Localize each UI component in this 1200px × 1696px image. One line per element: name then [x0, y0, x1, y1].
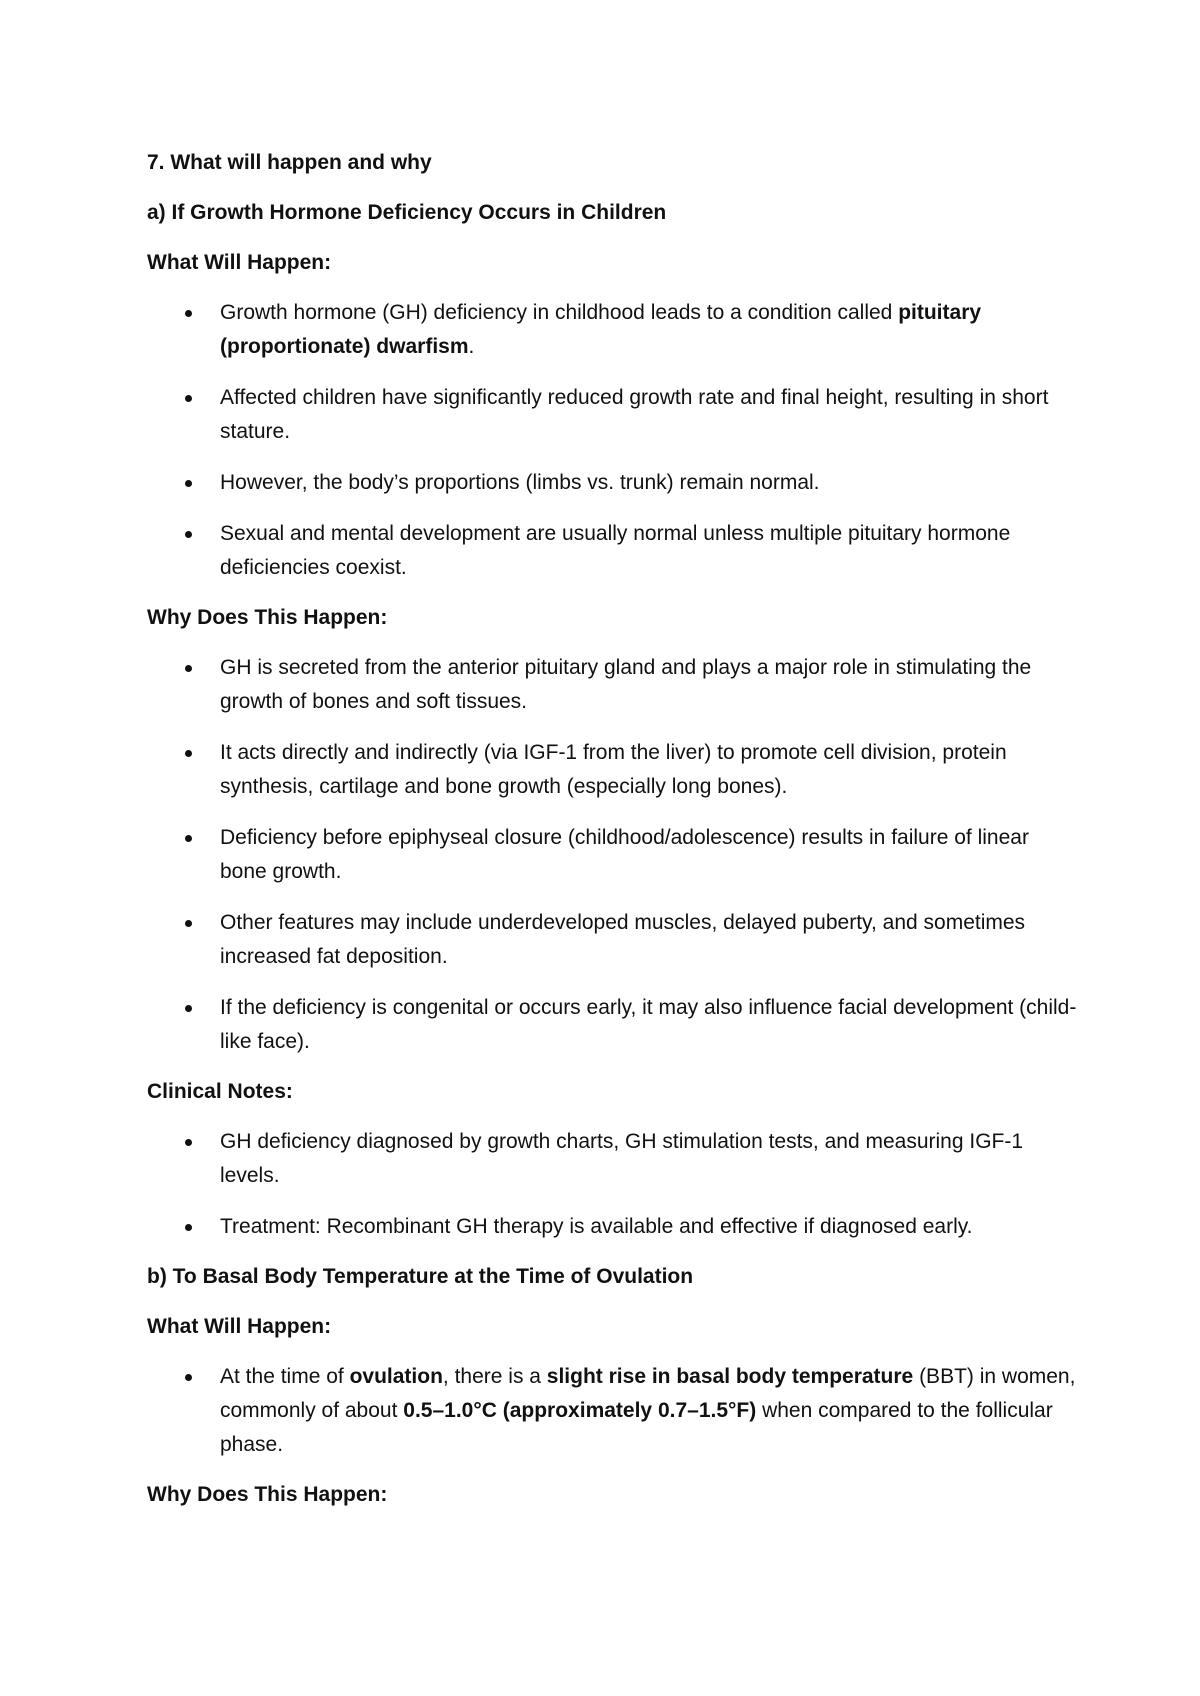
bullet-icon — [185, 750, 192, 757]
section-a-clinical-heading: Clinical Notes: — [147, 1080, 293, 1103]
document-page — [147, 146, 1077, 1528]
bullet-icon — [185, 835, 192, 842]
list-item: It acts directly and indirectly (via IGF-1 from the liver) to promote cell division, protein synthesis, cartilage and bone growth (especially long bones). — [147, 736, 1077, 804]
page-title: 7. What will happen and why — [147, 151, 432, 174]
section-a-why-heading: Why Does This Happen: — [147, 606, 388, 629]
list-item: If the deficiency is congenital or occurs early, it may also influence facial development (child-like face). — [147, 991, 1077, 1059]
bullet-icon — [185, 1139, 192, 1146]
section-b-why-heading: Why Does This Happen: — [147, 1483, 388, 1506]
section-a-what-heading: What Will Happen: — [147, 251, 332, 274]
list-item: Deficiency before epiphyseal closure (childhood/adolescence) results in failure of linear bone growth. — [147, 821, 1077, 889]
section-b-what-list — [147, 1360, 1077, 1462]
section-a-why-list — [147, 651, 1077, 1059]
list-item: Treatment: Recombinant GH therapy is available and effective if diagnosed early. — [147, 1210, 1077, 1244]
bullet-icon — [185, 1224, 192, 1231]
bullet-icon — [185, 920, 192, 927]
section-b-heading: b) To Basal Body Temperature at the Time of Ovulation — [147, 1265, 694, 1288]
section-a-clinical-list — [147, 1125, 1077, 1244]
list-item: Affected children have significantly reduced growth rate and final height, resulting in short stature. — [147, 381, 1077, 449]
list-item: Growth hormone (GH) deficiency in childhood leads to a condition called pituitary (proportionate) dwarfism. — [147, 296, 1077, 364]
section-a-what-list — [147, 296, 1077, 585]
section-b-what-heading: What Will Happen: — [147, 1315, 332, 1338]
bullet-icon — [185, 1374, 192, 1381]
section-a-heading: a) If Growth Hormone Deficiency Occurs in Children — [147, 201, 667, 224]
bullet-icon — [185, 395, 192, 402]
list-item: Other features may include underdeveloped muscles, delayed puberty, and sometimes increased fat deposition. — [147, 906, 1077, 974]
bullet-icon — [185, 310, 192, 317]
list-item: GH is secreted from the anterior pituitary gland and plays a major role in stimulating the growth of bones and soft tissues. — [147, 651, 1077, 719]
list-item: However, the body’s proportions (limbs vs. trunk) remain normal. — [147, 466, 1077, 500]
list-item: Sexual and mental development are usually normal unless multiple pituitary hormone deficiencies coexist. — [147, 517, 1077, 585]
bullet-icon — [185, 1005, 192, 1012]
list-item: GH deficiency diagnosed by growth charts, GH stimulation tests, and measuring IGF-1 levels. — [147, 1125, 1077, 1193]
bullet-icon — [185, 480, 192, 487]
bullet-icon — [185, 665, 192, 672]
list-item: At the time of ovulation, there is a slight rise in basal body temperature (BBT) in women, commonly of about 0.5–1.0°C (approximately 0.7–1.5°F) when compared to the follicular phase. — [147, 1360, 1077, 1462]
bullet-icon — [185, 531, 192, 538]
